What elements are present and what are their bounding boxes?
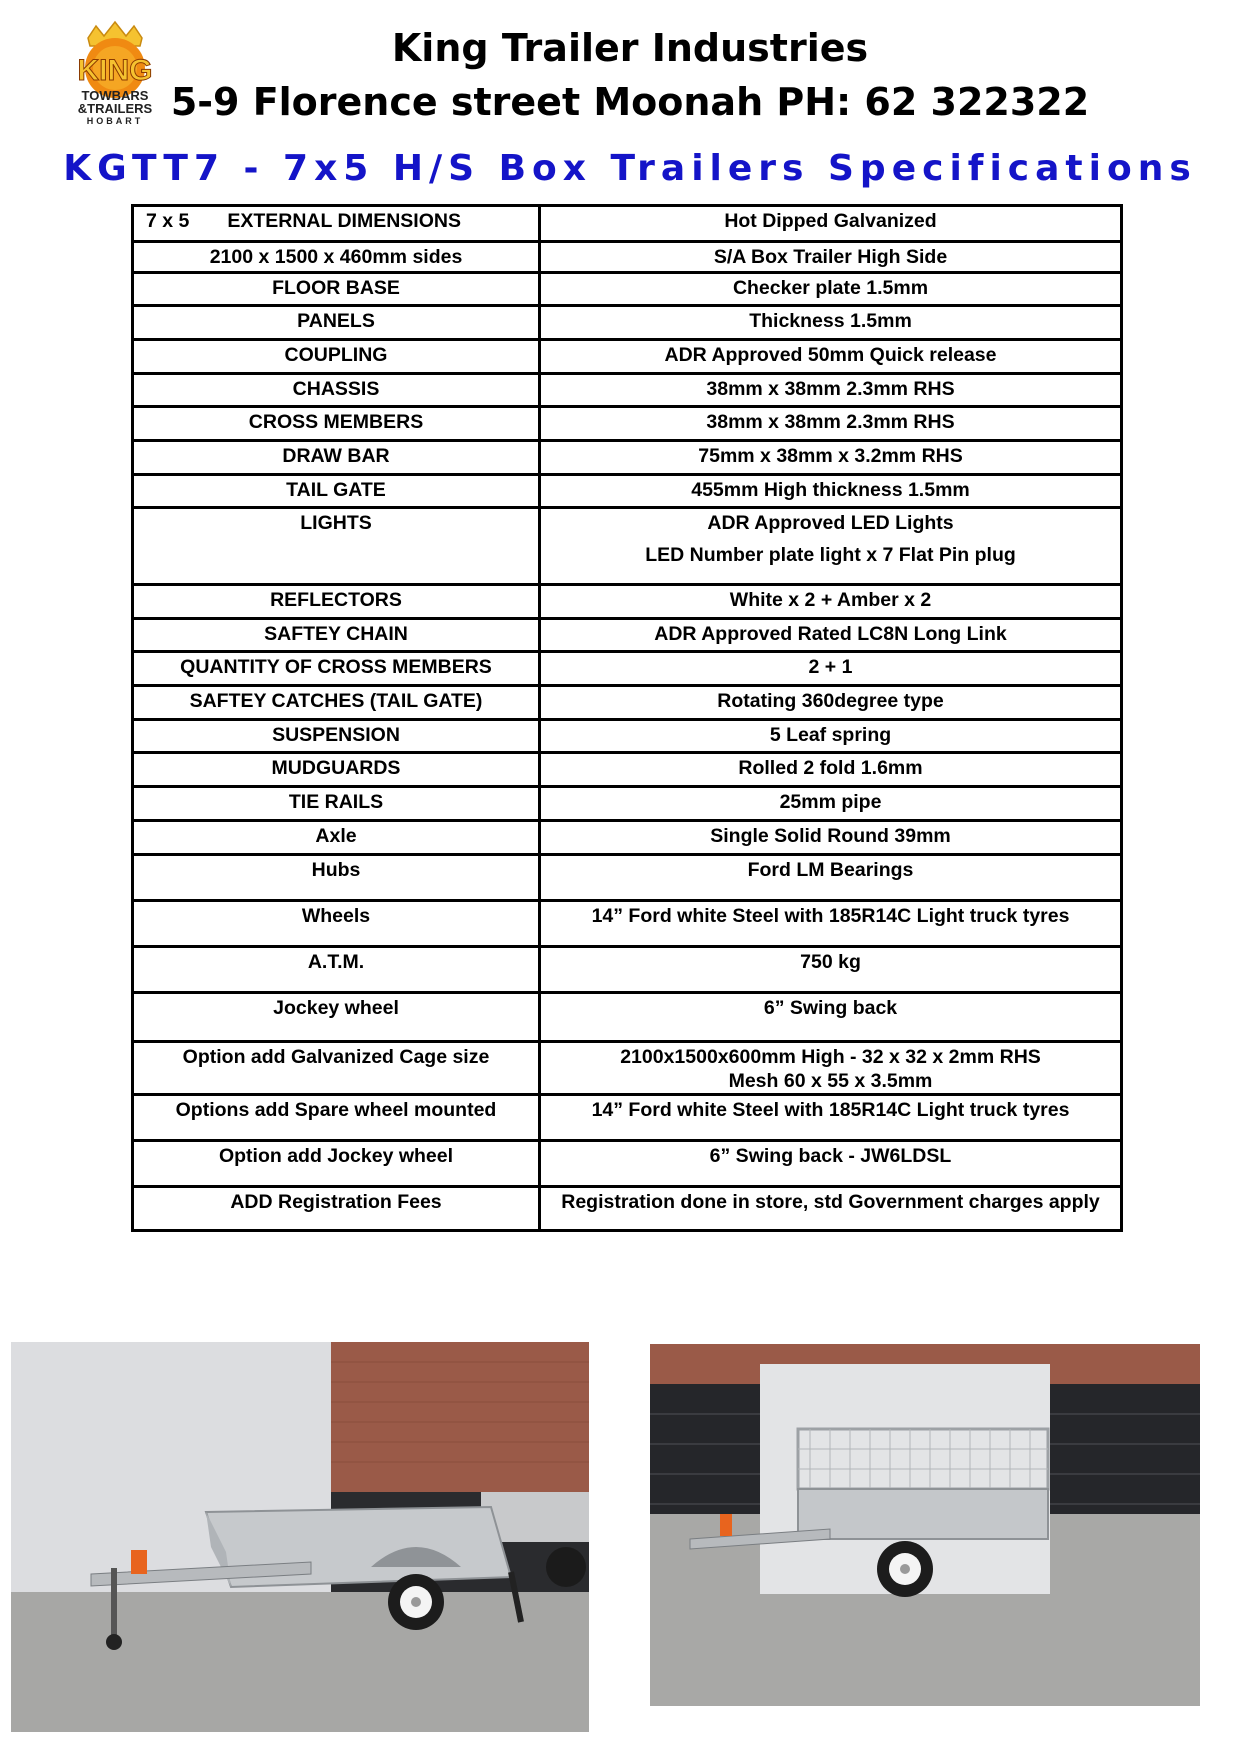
spec-row [133,374,1122,407]
spec-value-cell [540,855,1122,901]
spec-label-cell [133,1141,540,1187]
spec-row [133,947,1122,993]
spec-row [133,787,1122,821]
spec-value: Checker plate 1.5mm [732,277,929,299]
spec-value: 2 + 1 [808,656,853,678]
spec-row [133,407,1122,441]
spec-row [133,855,1122,901]
spec-label: ADD Registration Fees [230,1191,442,1213]
spec-label: REFLECTORS [270,589,402,611]
spec-label: CROSS MEMBERS [248,411,424,433]
spec-value-cell [540,475,1122,508]
spec-value-cell [540,340,1122,374]
spec-label: LIGHTS [300,512,372,534]
spec-value: 455mm High thickness 1.5mm [691,479,970,501]
spec-value: 38mm x 38mm 2.3mm RHS [706,411,955,433]
spec-label-cell [133,242,540,273]
spec-label: Options add Spare wheel mounted [175,1099,497,1121]
spec-label: Option add Galvanized Cage size [182,1046,490,1068]
spec-label-cell [133,947,540,993]
spec-label-cell [133,374,540,407]
spec-value-cell [540,273,1122,306]
logo-line1: TOWBARS [81,88,149,103]
spec-row [133,1042,1122,1095]
spec-label: A.T.M. [307,951,365,973]
spec-value: 750 kg [800,951,861,973]
spec-label: Option add Jockey wheel [218,1145,454,1167]
spec-label-cell [133,652,540,686]
spec-label: SAFTEY CHAIN [264,623,408,645]
spec-value: Ford LM Bearings [747,859,914,881]
spec-value-cell [540,686,1122,720]
caged-trailer-photo [650,1344,1200,1706]
spec-value: Rolled 2 fold 1.6mm [738,757,923,779]
spec-value: 5 Leaf spring [769,724,892,746]
spec-row [133,686,1122,720]
spec-value-cell [540,441,1122,475]
spec-label: CHASSIS [292,378,380,400]
spec-label-cell [133,686,540,720]
spec-value-cell [540,652,1122,686]
spec-label-cell [133,821,540,855]
spec-row [133,441,1122,475]
spec-label: TIE RAILS [288,791,384,813]
spec-label: COUPLING [284,344,388,366]
spec-value: 2100x1500x600mm High - 32 x 32 x 2mm RHS [620,1046,1041,1068]
spec-row [133,1187,1122,1231]
spec-row [133,901,1122,947]
spec-value-cell [540,585,1122,619]
spec-row [133,1095,1122,1141]
spec-label-cell [133,720,540,753]
spec-label: Jockey wheel [273,997,399,1019]
spec-label-cell [133,1042,540,1095]
spec-label: DRAW BAR [282,445,390,467]
spec-label-cell [133,1095,540,1141]
spec-label: MUDGUARDS [271,757,401,779]
spec-value: 75mm x 38mm x 3.2mm RHS [698,445,963,467]
spec-row [133,652,1122,686]
spec-value-cell [540,947,1122,993]
spec-value: S/A Box Trailer High Side [713,246,948,268]
spec-label: SUSPENSION [272,724,400,746]
spec-value: Rotating 360degree type [717,690,944,712]
logo-line2: &TRAILERS [77,101,153,116]
spec-value-cell [540,242,1122,273]
spec-row [133,273,1122,306]
spec-label-cell [133,407,540,441]
logo-line3: HOBART [86,116,144,126]
box-trailer-photo [11,1342,589,1732]
size-text: 7 x 5 [146,210,190,232]
spec-label: Axle [315,825,357,847]
spec-value-cell [540,1187,1122,1231]
spec-label: PANELS [297,310,375,332]
spec-value: ADR Approved Rated LC8N Long Link [654,623,1007,645]
spec-value-cell [540,821,1122,855]
spec-label: FLOOR BASE [272,277,400,299]
spec-label-cell [133,901,540,947]
spec-value: Single Solid Round 39mm [710,825,951,847]
spec-label-cell [133,340,540,374]
spec-row [133,753,1122,787]
spec-value-cell [540,206,1122,242]
spec-value: White x 2 + Amber x 2 [729,589,932,611]
spec-row [133,475,1122,508]
spec-label: EXTERNAL DIMENSIONS [227,210,461,232]
spec-value: 14” Ford white Steel with 185R14C Light truck tyres [591,905,1070,927]
spec-value-line2: Mesh 60 x 55 x 3.5mm [728,1070,933,1092]
spec-value: Thickness 1.5mm [749,310,912,332]
spec-value-cell [540,787,1122,821]
spec-label-cell [133,753,540,787]
spec-value-line2: LED Number plate light x 7 Flat Pin plug [645,544,1016,566]
spec-row [133,306,1122,340]
spec-value: ADR Approved LED Lights [707,512,954,534]
spec-value-cell [540,407,1122,441]
spec-value: 6” Swing back [763,997,898,1019]
spec-row [133,720,1122,753]
spec-row [133,242,1122,273]
spec-value-cell [540,901,1122,947]
spec-value: ADR Approved 50mm Quick release [664,344,997,366]
spec-label-cell [133,475,540,508]
spec-value: 38mm x 38mm 2.3mm RHS [706,378,955,400]
spec-label-cell [133,441,540,475]
spec-value-cell [540,508,1122,585]
spec-row [133,993,1122,1042]
company-name: King Trailer Industries [391,26,869,70]
spec-label: Wheels [301,905,371,927]
spec-label-cell [133,306,540,340]
spec-value: Registration done in store, std Government charges apply [561,1191,1100,1213]
spec-value-cell [540,720,1122,753]
spec-table [131,204,1123,1232]
spec-value-cell [540,374,1122,407]
spec-label-cell [133,508,540,585]
spec-value-cell [540,1095,1122,1141]
page-title: KGTT7 - 7x5 H/S Box Trailers Specifications [63,148,1197,189]
spec-value: Hot Dipped Galvanized [724,210,937,232]
spec-value-cell [540,619,1122,652]
spec-row [133,1141,1122,1187]
spec-label-cell [133,855,540,901]
spec-row [133,508,1122,585]
spec-value: 14” Ford white Steel with 185R14C Light truck tyres [591,1099,1070,1121]
spec-label: Hubs [311,859,361,881]
spec-label-cell [133,206,540,242]
spec-value-cell [540,1042,1122,1095]
spec-label-cell [133,1187,540,1231]
logo-word: KING [77,54,153,87]
spec-row [133,585,1122,619]
spec-value-cell [540,993,1122,1042]
spec-label-cell [133,619,540,652]
spec-row [133,206,1122,242]
spec-label: QUANTITY OF CROSS MEMBERS [180,656,492,678]
spec-label-cell [133,993,540,1042]
spec-value-cell [540,753,1122,787]
company-address: 5-9 Florence street Moonah PH: 62 322322 [170,80,1090,124]
spec-value: 25mm pipe [779,791,882,813]
spec-row [133,619,1122,652]
spec-label-cell [133,585,540,619]
spec-value-cell [540,1141,1122,1187]
spec-label: SAFTEY CATCHES (TAIL GATE) [189,690,483,712]
spec-label: TAIL GATE [286,479,386,501]
spec-row [133,340,1122,374]
spec-value-cell [540,306,1122,340]
spec-row [133,821,1122,855]
spec-label: 2100 x 1500 x 460mm sides [209,246,463,268]
spec-label-cell [133,787,540,821]
spec-value: 6” Swing back - JW6LDSL [709,1145,952,1167]
spec-label-cell [133,273,540,306]
